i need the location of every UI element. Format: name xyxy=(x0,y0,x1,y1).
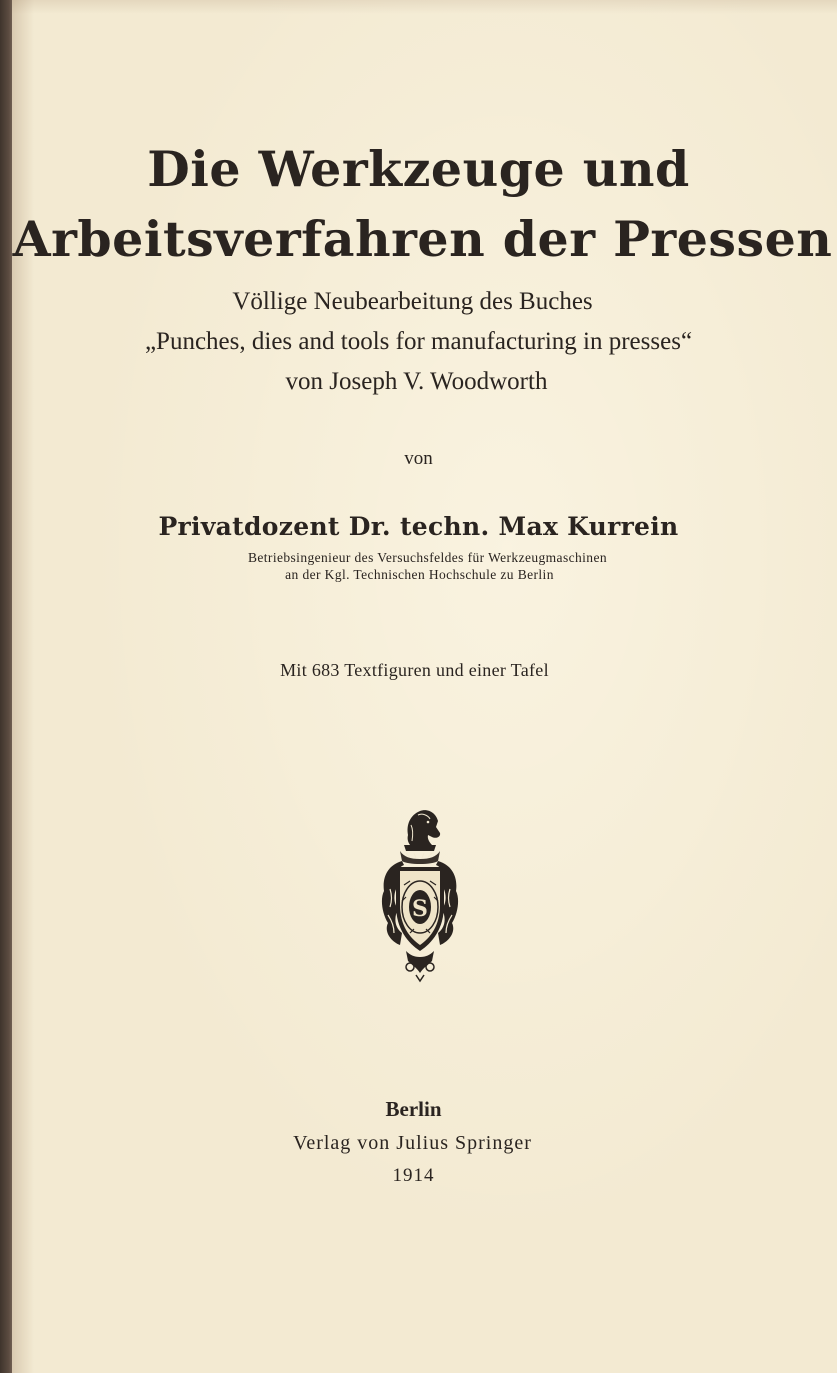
subtitle-line-2: „Punches, dies and tools for manufacturing in presses“ xyxy=(144,328,693,355)
springer-knight-emblem-icon xyxy=(370,805,470,985)
title-page xyxy=(12,0,837,1373)
svg-text:S: S xyxy=(412,896,428,922)
title-line-1: Die Werkzeuge und xyxy=(147,140,690,198)
author-affiliation-line-1: Betriebsingenieur des Versuchsfeldes für Werkzeugmaschinen xyxy=(247,550,607,565)
imprint-city: Berlin xyxy=(385,1097,442,1121)
imprint-publisher: Verlag von Julius Springer xyxy=(293,1132,532,1154)
subtitle-line-3: von Joseph V. Woodworth xyxy=(285,368,548,395)
imprint-year: 1914 xyxy=(392,1165,435,1186)
by-label: von xyxy=(404,448,433,469)
title-line-2: Arbeitsverfahren der Pressen xyxy=(12,210,833,268)
subtitle-line-1: Völlige Neubearbeitung des Buches xyxy=(232,288,593,315)
author-name: Privatdozent Dr. techn. Max Kurrein xyxy=(158,512,679,541)
figures-note: Mit 683 Textfiguren und einer Tafel xyxy=(280,660,549,680)
author-affiliation-line-2: an der Kgl. Technischen Hochschule zu Berlin xyxy=(285,567,554,582)
